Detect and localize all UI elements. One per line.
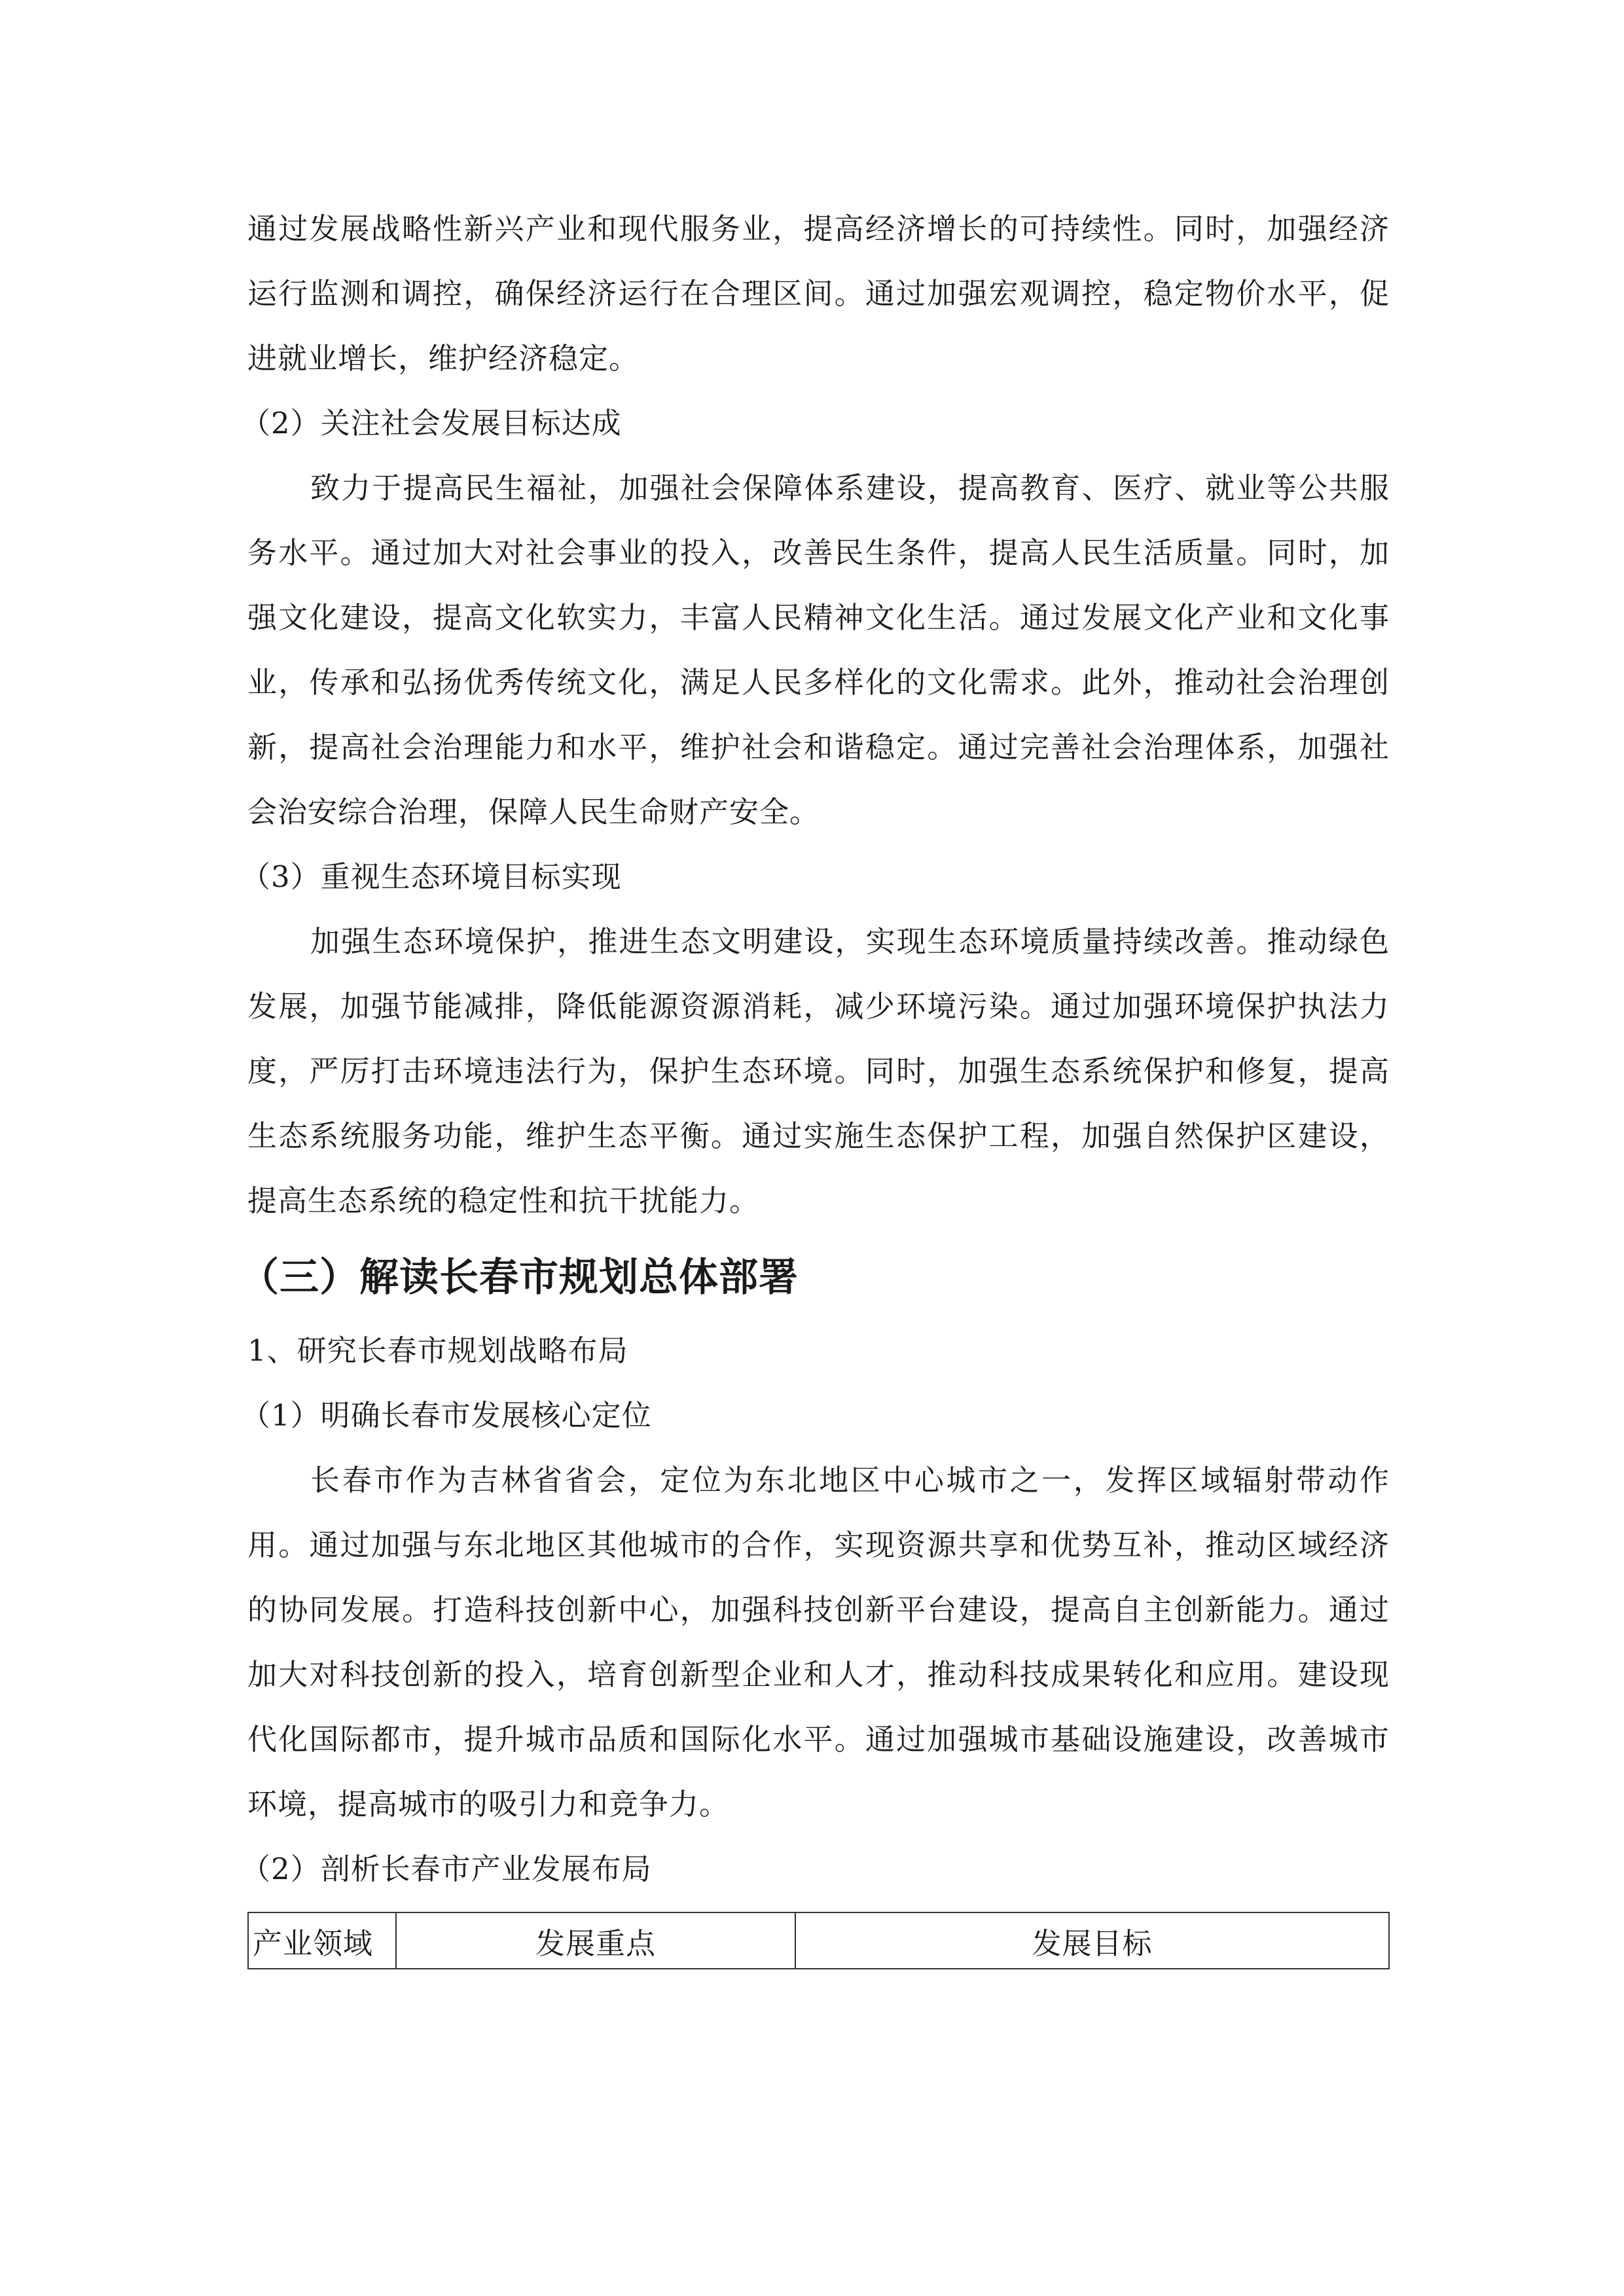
- table-header-development-goal: 发展目标: [795, 1912, 1389, 1969]
- document-page: [240, 196, 1390, 1969]
- subheading-social-goals: （2）关注社会发展目标达成: [241, 406, 622, 440]
- industry-layout-table: [247, 1912, 1390, 1969]
- paragraph-core-positioning: 长春市作为吉林省省会，定位为东北地区中心城市之一，发挥区域辐射带动作用。通过加强与东北地区其他城市的合作，实现资源共享和优势互补，推动区域经济的协同发展。打造科技创新中心，加强科技创新平台建设，提高自主创新能力。通过加大对科技创新的投入，培育创新型企业和人才，推动科技成果转化和应用。建设现代化国际都市，提升城市品质和国际化水平。通过加强城市基础设施建设，改善城市环境，提高城市的吸引力和竞争力。: [247, 1463, 1390, 1821]
- table-header-industry-domain: 产业领域: [248, 1912, 396, 1969]
- subheading-strategic-layout: 1、研究长春市规划战略布局: [247, 1333, 628, 1368]
- subheading-core-positioning: （1）明确长春市发展核心定位: [241, 1398, 652, 1433]
- table-header-development-focus: 发展重点: [396, 1912, 795, 1969]
- paragraph-social-goals: 致力于提高民生福祉，加强社会保障体系建设，提高教育、医疗、就业等公共服务水平。通过加大对社会事业的投入，改善民生条件，提高人民生活质量。同时，加强文化建设，提高文化软实力，丰富人民精神文化生活。通过发展文化产业和文化事业，传承和弘扬优秀传统文化，满足人民多样化的文化需求。此外，推动社会治理创新，提高社会治理能力和水平，维护社会和谐稳定。通过完善社会治理体系，加强社会治安综合治理，保障人民生命财产安全。: [247, 471, 1390, 829]
- paragraph-ecology-goals: 加强生态环境保护，推进生态文明建设，实现生态环境质量持续改善。推动绿色发展，加强节能减排，降低能源资源消耗，减少环境污染。通过加强环境保护执法力度，严厉打击环境违法行为，保护生态环境。同时，加强生态系统保护和修复，提高生态系统服务功能，维护生态平衡。通过实施生态保护工程，加强自然保护区建设，提高生态系统的稳定性和抗干扰能力。: [247, 924, 1390, 1218]
- paragraph-economy-continued: 通过发展战略性新兴产业和现代服务业，提高经济增长的可持续性。同时，加强经济运行监测和调控，确保经济运行在合理区间。通过加强宏观调控，稳定物价水平，促进就业增长，维护经济稳定。: [247, 211, 1390, 376]
- subheading-ecology-goals: （3）重视生态环境目标实现: [241, 859, 622, 894]
- section-heading-overall-deployment: （三）解读长春市规划总体部署: [240, 1255, 799, 1300]
- subheading-industry-layout: （2）剖析长春市产业发展布局: [241, 1852, 652, 1886]
- table-header-row: [248, 1912, 1389, 1969]
